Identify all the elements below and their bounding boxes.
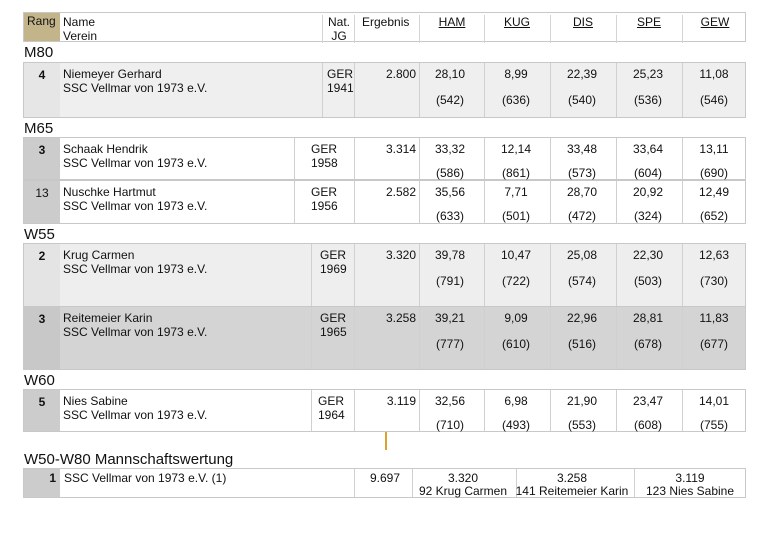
points-gew: (730) (699, 274, 728, 288)
athlete-name: Nuschke Hartmut (63, 185, 156, 199)
points-spe: (536) (633, 93, 662, 107)
result: 3.258 (385, 311, 416, 325)
athlete-club: SSC Vellmar von 1973 e.V. (63, 408, 208, 422)
points-kug: (636) (501, 93, 530, 107)
value-kug: 10,47 (500, 248, 532, 262)
result-row (23, 180, 746, 224)
points-dis: (472) (567, 209, 596, 223)
result-row (23, 389, 746, 432)
value-dis: 22,39 (566, 67, 598, 81)
points-kug: (610) (501, 337, 530, 351)
jg: 1969 (320, 262, 347, 276)
points-dis: (553) (567, 418, 596, 432)
athlete-name: Niemeyer Gerhard (63, 67, 162, 81)
header-nat-jg (326, 15, 352, 43)
value-dis: 25,08 (566, 248, 598, 262)
jg: 1956 (311, 199, 338, 213)
result: 3.314 (385, 142, 416, 156)
rank: 5 (24, 390, 60, 431)
value-dis: 21,90 (566, 394, 598, 408)
team-member-score: 3.320 (447, 471, 479, 485)
points-spe: (324) (633, 209, 662, 223)
athlete (63, 248, 207, 276)
points-dis: (573) (567, 166, 596, 180)
header-dis: DIS (572, 15, 593, 29)
points-dis: (574) (567, 274, 596, 288)
value-ham: 33,32 (434, 142, 466, 156)
points-kug: (861) (501, 166, 530, 180)
points-kug: (493) (501, 418, 530, 432)
value-spe: 20,92 (632, 185, 664, 199)
team-row (23, 468, 746, 498)
nat: GER (311, 185, 338, 199)
header-jg: JG (331, 29, 347, 43)
nat-jg (311, 142, 338, 170)
value-gew: 12,49 (698, 185, 730, 199)
header-name-verein (63, 15, 97, 43)
points-kug: (722) (501, 274, 530, 288)
jg: 1965 (320, 325, 347, 339)
nat-jg (320, 311, 347, 339)
value-ham: 35,56 (434, 185, 466, 199)
nat-jg (327, 67, 354, 95)
team-member-score: 3.119 (675, 471, 705, 485)
result-row (23, 306, 746, 370)
team-member-label: 92 Krug Carmen (418, 484, 508, 498)
value-dis: 22,96 (566, 311, 598, 325)
points-gew: (755) (699, 418, 728, 432)
points-ham: (542) (435, 93, 464, 107)
value-dis: 28,70 (566, 185, 598, 199)
value-gew: 14,01 (698, 394, 730, 408)
value-kug: 6,98 (504, 394, 528, 408)
group-title-w55: W55 (24, 226, 55, 243)
result-row (23, 243, 746, 306)
points-kug: (501) (501, 209, 530, 223)
athlete-name: Schaak Hendrik (63, 142, 148, 156)
value-spe: 23,47 (632, 394, 664, 408)
athlete (63, 185, 207, 213)
group-title-m80: M80 (24, 44, 54, 61)
value-ham: 39,21 (434, 311, 466, 325)
rank: 13 (24, 181, 60, 223)
nat: GER (320, 311, 347, 325)
points-gew: (652) (699, 209, 728, 223)
athlete-club: SSC Vellmar von 1973 e.V. (63, 156, 208, 170)
results-table-header (23, 12, 746, 42)
value-kug: 12,14 (500, 142, 532, 156)
value-gew: 11,83 (699, 311, 729, 325)
value-spe: 22,30 (632, 248, 664, 262)
value-ham: 32,56 (434, 394, 466, 408)
points-dis: (516) (567, 337, 596, 351)
nat: GER (318, 394, 345, 408)
rank: 3 (24, 138, 60, 179)
header-ham: HAM (438, 15, 466, 29)
points-gew: (677) (699, 337, 728, 351)
nat: GER (311, 142, 338, 156)
jg: 1958 (311, 156, 338, 170)
team-title: W50-W80 Mannschaftswertung (24, 451, 234, 468)
team-club: SSC Vellmar von 1973 e.V. (1) (64, 471, 227, 485)
points-ham: (633) (435, 209, 464, 223)
value-dis: 33,48 (566, 142, 598, 156)
value-ham: 28,10 (434, 67, 466, 81)
athlete-club: SSC Vellmar von 1973 e.V. (63, 199, 208, 213)
athlete-club: SSC Vellmar von 1973 e.V. (63, 262, 208, 276)
athlete (63, 67, 207, 95)
header-verein: Verein (63, 29, 98, 43)
group-title-w60: W60 (24, 372, 55, 389)
points-gew: (546) (699, 93, 728, 107)
result: 3.119 (386, 394, 416, 408)
athlete-club: SSC Vellmar von 1973 e.V. (63, 81, 208, 95)
divider-mark (385, 432, 387, 450)
value-gew: 11,08 (699, 67, 729, 81)
value-gew: 13,11 (699, 142, 729, 156)
result: 2.582 (385, 185, 416, 199)
header-spe: SPE (636, 15, 661, 29)
rank: 3 (24, 307, 60, 369)
value-gew: 12,63 (698, 248, 730, 262)
athlete-name: Krug Carmen (63, 248, 135, 262)
value-ham: 39,78 (434, 248, 466, 262)
athlete-club: SSC Vellmar von 1973 e.V. (63, 325, 208, 339)
points-ham: (586) (435, 166, 464, 180)
result-row (23, 137, 746, 180)
result-row (23, 62, 746, 118)
athlete-name: Reitemeier Karin (63, 311, 153, 325)
value-spe: 33,64 (632, 142, 664, 156)
athlete (63, 394, 207, 422)
header-rang: Rang (24, 13, 60, 41)
jg: 1941 (327, 81, 354, 95)
rank: 4 (24, 63, 60, 117)
header-nat: Nat. (327, 15, 350, 29)
points-spe: (503) (633, 274, 662, 288)
team-total: 9.697 (369, 471, 400, 485)
jg: 1964 (318, 408, 345, 422)
header-gew: GEW (700, 15, 730, 29)
value-spe: 25,23 (632, 67, 664, 81)
header-name: Name (63, 15, 96, 29)
nat-jg (318, 394, 345, 422)
group-title-m65: M65 (24, 120, 54, 137)
athlete-name: Nies Sabine (63, 394, 128, 408)
points-dis: (540) (567, 93, 596, 107)
team-member-label: 123 Nies Sabine (645, 484, 735, 498)
points-gew: (690) (699, 166, 728, 180)
value-kug: 7,71 (504, 185, 528, 199)
athlete (63, 142, 207, 170)
nat: GER (320, 248, 347, 262)
points-ham: (791) (435, 274, 464, 288)
points-spe: (608) (633, 418, 662, 432)
rank: 2 (24, 244, 60, 306)
points-spe: (604) (633, 166, 662, 180)
points-spe: (678) (633, 337, 662, 351)
team-member-label: 141 Reitemeier Karin (515, 484, 629, 498)
value-spe: 28,81 (632, 311, 664, 325)
points-ham: (777) (435, 337, 464, 351)
athlete (63, 311, 207, 339)
nat-jg (320, 248, 347, 276)
nat: GER (327, 67, 354, 81)
points-ham: (710) (435, 418, 464, 432)
nat-jg (311, 185, 338, 213)
team-rank: 1 (24, 469, 60, 497)
header-ergebnis: Ergebnis (362, 15, 410, 29)
result: 3.320 (385, 248, 416, 262)
value-kug: 9,09 (504, 311, 528, 325)
result: 2.800 (385, 67, 416, 81)
value-kug: 8,99 (504, 67, 528, 81)
header-kug: KUG (503, 15, 530, 29)
team-member-score: 3.258 (556, 471, 588, 485)
